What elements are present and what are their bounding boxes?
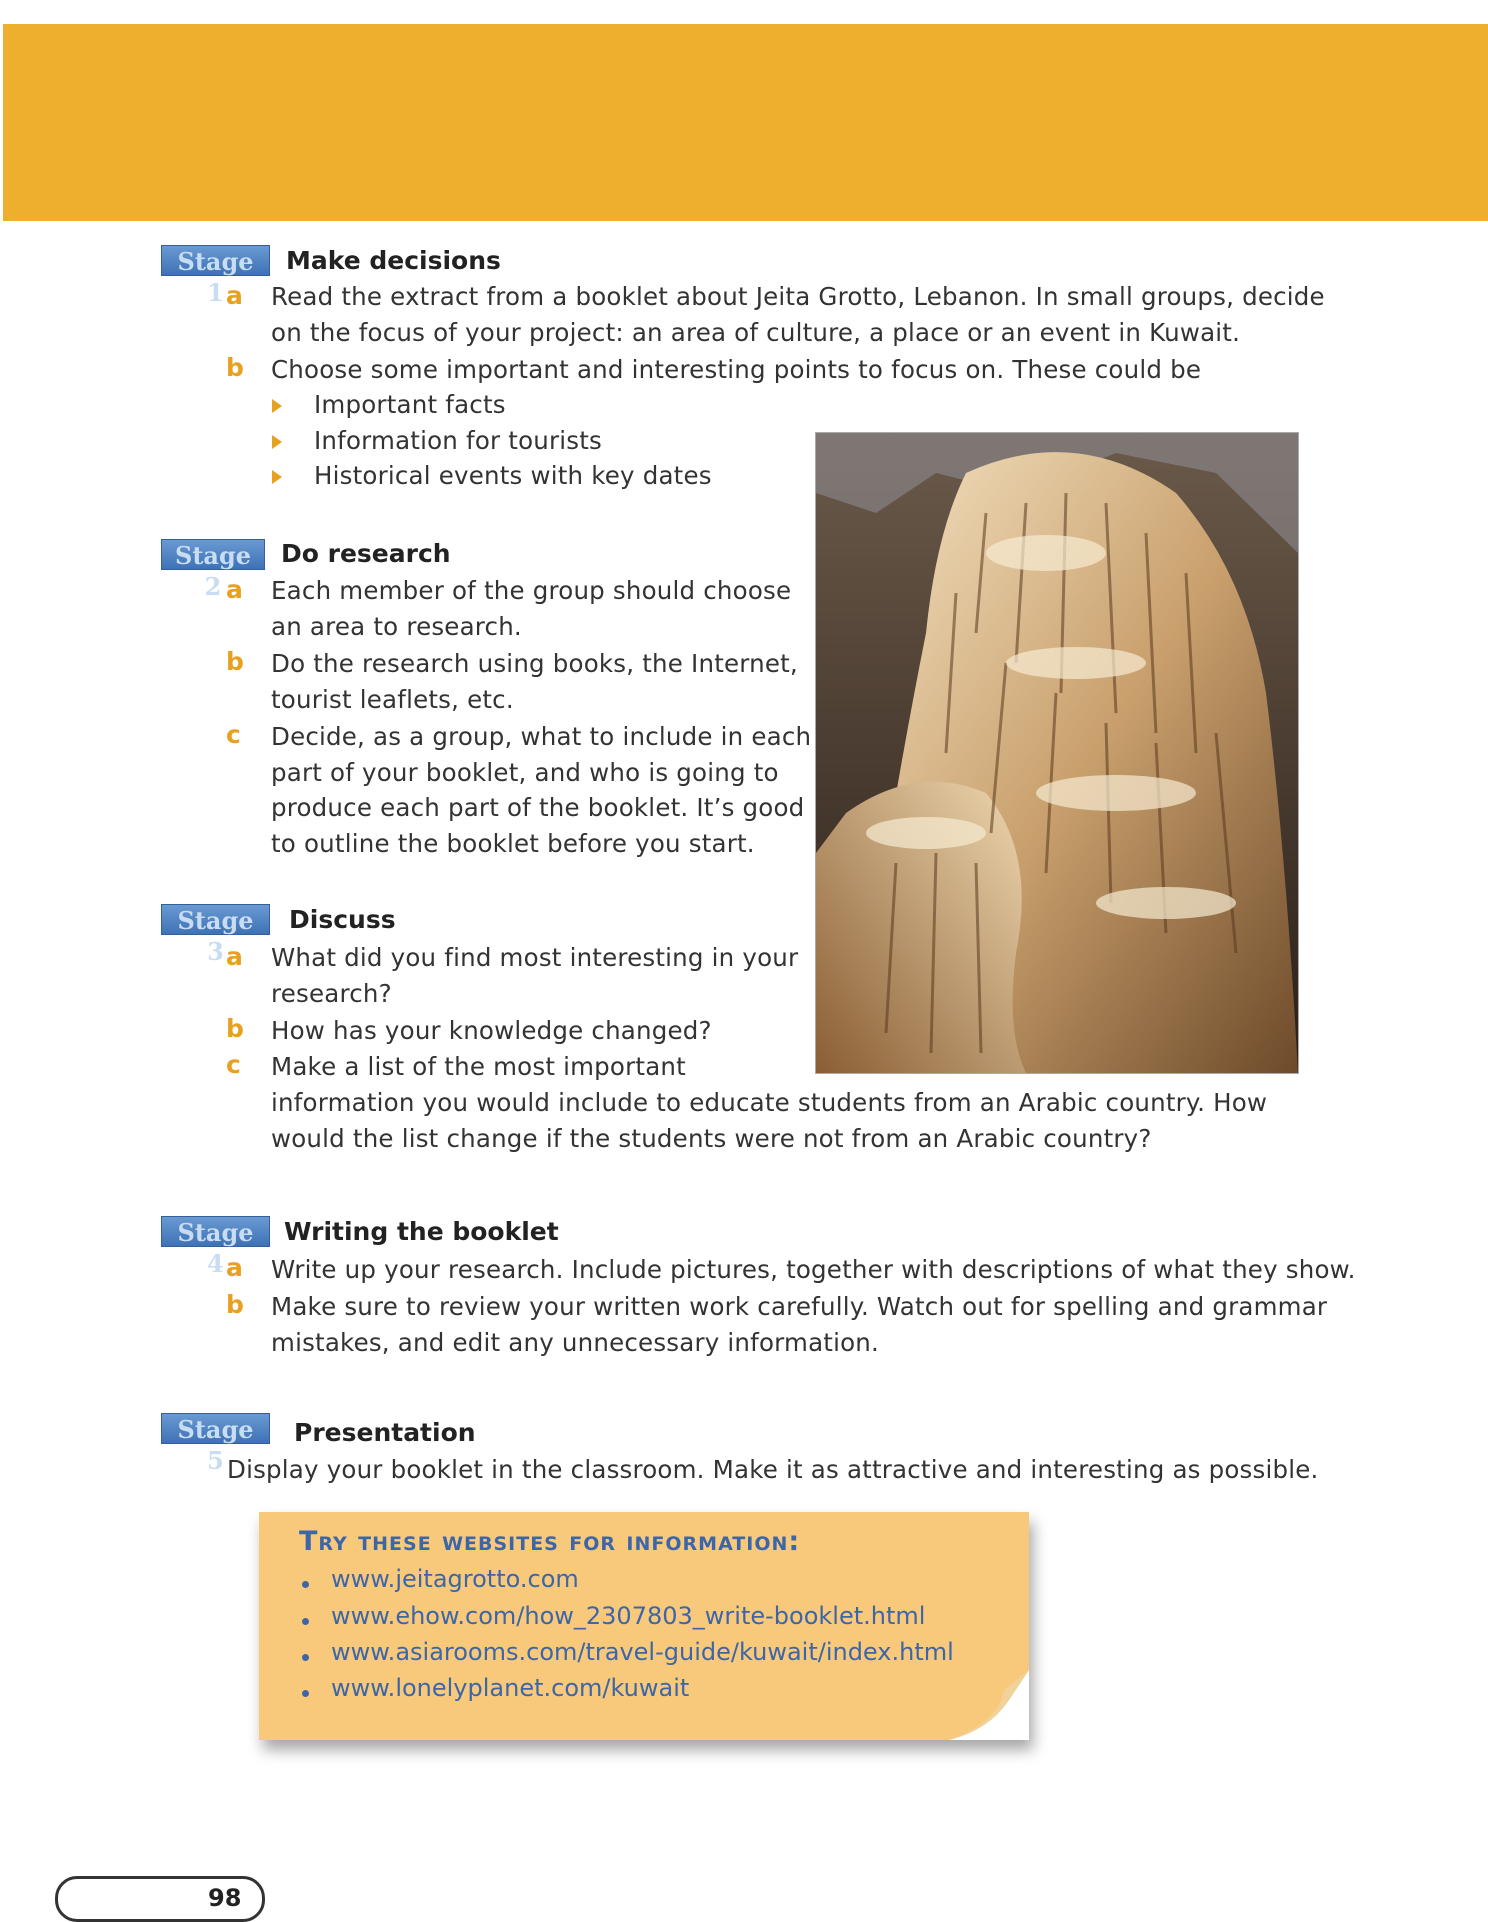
stage-1-badge: Stage 1 [161,245,270,276]
stage-1-bullet-3: Historical events with key dates [314,461,712,490]
bullet-icon [272,399,282,413]
stage-3-title: Discuss [289,905,396,934]
item-letter-c: c [226,1050,241,1079]
website-link-4[interactable]: www.lonelyplanet.com/kuwait [331,1674,690,1702]
stage-2-a-line-1: Each member of the group should choose [271,576,792,605]
stage-1-a-line-1: Read the extract from a booklet about Jeita Grotto, Lebanon. In small groups, decide [271,282,1325,311]
stage-3-badge: Stage 3 [161,904,270,935]
stage-1-a-line-2: on the focus of your project: an area of culture, a place or an event in Kuwait. [271,318,1241,347]
item-letter-a: a [226,1253,243,1282]
stage-2-badge: Stage 2 [161,539,265,570]
stage-2-c-line-1: Decide, as a group, what to include in each [271,722,812,751]
item-letter-a: a [226,942,243,971]
stage-3-a-line-2: research? [271,979,392,1008]
stage-4-badge: Stage 4 [161,1216,270,1247]
website-link-3[interactable]: www.asiarooms.com/travel-guide/kuwait/index.html [331,1638,954,1666]
stage-5-title: Presentation [294,1418,476,1447]
stage-3-a-line-1: What did you find most interesting in your [271,943,799,972]
page-curl-icon [949,1670,1029,1740]
bullet-icon [272,435,282,449]
item-letter-b: b [226,353,244,382]
stage-1-bullet-1: Important facts [314,390,506,419]
stage-2-c-line-3: produce each part of the booklet. It’s good [271,793,805,822]
stage-5-badge: Stage 5 [161,1413,270,1444]
bullet-dot-icon [302,1654,309,1661]
stage-4-b-line-1: Make sure to review your written work carefully. Watch out for spelling and grammar [271,1292,1328,1321]
item-letter-a: a [226,575,243,604]
stage-4-a-line-1: Write up your research. Include pictures, together with descriptions of what they show. [271,1255,1356,1284]
stage-2-c-line-2: part of your booklet, and who is going to [271,758,779,787]
stage-4-b-line-2: mistakes, and edit any unnecessary information. [271,1328,880,1357]
header-band [3,24,1488,221]
stage-3-c-line-3: would the list change if the students were not from an Arabic country? [271,1124,1152,1153]
websites-note [259,1512,1029,1740]
bullet-dot-icon [302,1690,309,1697]
stage-2-a-line-2: an area to research. [271,612,522,641]
stage-3-c-line-2: information you would include to educate students from an Arabic country. How [271,1088,1268,1117]
item-letter-a: a [226,281,243,310]
websites-title: Try these websites for information: [299,1526,801,1557]
item-letter-b: b [226,647,244,676]
item-letter-b: b [226,1014,244,1043]
stage-4-title: Writing the booklet [284,1217,559,1246]
stage-5-text: Display your booklet in the classroom. Make it as attractive and interesting as possible. [227,1455,1319,1484]
stage-1-bullet-2: Information for tourists [314,426,603,455]
website-link-1[interactable]: www.jeitagrotto.com [331,1565,579,1593]
stage-2-b-line-1: Do the research using books, the Internet, [271,649,798,678]
stage-3-b-line-1: How has your knowledge changed? [271,1016,712,1045]
stage-2-b-line-2: tourist leaflets, etc. [271,685,514,714]
bullet-dot-icon [302,1581,309,1588]
cave-formation-image [816,433,1298,1073]
item-letter-c: c [226,720,241,749]
stage-3-c-line-1: Make a list of the most important [271,1052,686,1081]
stage-1-b-line-1: Choose some important and interesting points to focus on. These could be [271,355,1202,384]
stage-2-c-line-4: to outline the booklet before you start. [271,829,755,858]
item-letter-b: b [226,1290,244,1319]
page-number: 98 [208,1884,242,1912]
jeita-grotto-photo [815,432,1299,1074]
website-link-2[interactable]: www.ehow.com/how_2307803_write-booklet.html [331,1602,926,1630]
stage-2-title: Do research [281,539,451,568]
bullet-icon [272,470,282,484]
stage-1-title: Make decisions [286,246,501,275]
bullet-dot-icon [302,1618,309,1625]
